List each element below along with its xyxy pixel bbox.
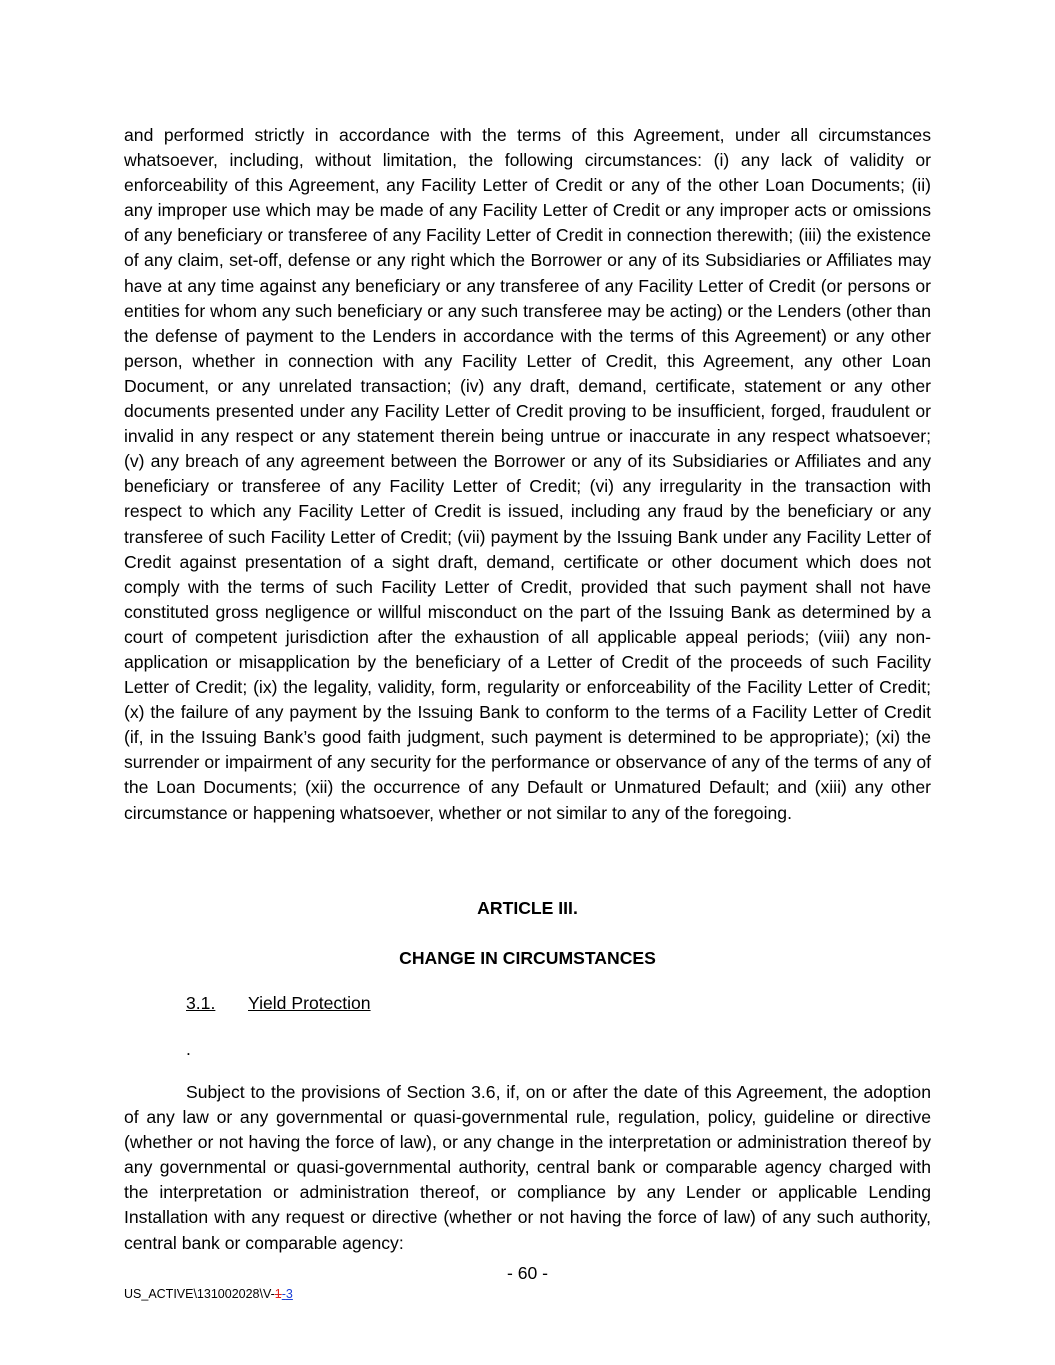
section-paragraph: Subject to the provisions of Section 3.6, if, on or after the date of this Agreement, the adoption of any law or any governmental or quasi-governmental rule, regulation, policy, guideline or directive (whether or not having the force of law), or any change in the interpretation or administration thereof by any governmental or quasi-governmental authority, central bank or comparable agency charged with the interpretation or administration thereof, or compliance by any Lender or applicable Lending Installation with any request or directive (whether or not having the force of law) of any such authority, central bank or comparable agency: [124, 1082, 931, 1253]
article-heading: ARTICLE III. [477, 898, 578, 918]
section-dot: . [186, 1039, 191, 1059]
body-paragraph: and performed strictly in accordance with the terms of this Agreement, under all circumstances whatsoever, including, without limitation, the following circumstances: (i) any lack of validity or enforceability of this Agreement, any Facility Letter of Credit or any of the other Loan Documents; (ii) any improper use which may be made of any Facility Letter of Credit or any improper acts or omissions of any beneficiary or transferee of any Facility Letter of Credit in connection therewith; (iii) the existence of any claim, set-off, defense or any right which the Borrower or any of its Subsidiaries or Affiliates may have at any time against any beneficiary or any transferee of any Facility Letter of Credit (or persons or entities for whom any such beneficiary or any such transferee may be acting) or the Lenders (other than the defense of payment to the Lenders in accordance with the terms of this Agreement) or any other person, whether in connection with any Facility Letter of Credit, this Agreement, any other Loan Document, or any unrelated transaction; (iv) any draft, demand, certificate, statement or any other documents presented under any Facility Letter of Credit proving to be insufficient, forged, fraudulent or invalid in any respect or any statement therein being untrue or inaccurate in any respect whatsoever; (v) any breach of any agreement between the Borrower or any of its Subsidiaries or Affiliates and any beneficiary or transferee of any Facility Letter of Credit; (vi) any irregularity in the transaction with respect to which any Facility Letter of Credit is issued, including any fraud by the beneficiary or any transferee of such Facility Letter of Credit; (vii) payment by the Issuing Bank under any Facility Letter of Credit against presentation of a sight draft, demand, certificate or other document which does not comply with the terms of such Facility Letter of Credit, provided that such payment shall not have constituted gross negligence or willful misconduct on the part of the Issuing Bank as determined by a court of competent jurisdiction after the exhaustion of all applicable appeal periods; (viii) any non-application or misapplication by the beneficiary of a Letter of Credit of the proceeds of such Facility Letter of Credit; (ix) the legality, validity, form, regularity or enforceability of the Facility Letter of Credit; (x) the failure of any payment by the Issuing Bank to conform to the terms of a Facility Letter of Credit (if, in the Issuing Bank’s good faith judgment, such payment is determined to be appropriate); (xi) the surrender or impairment of any security for the performance or observance of any of the terms of any of the Loan Documents; (xii) the occurrence of any Default or Unmatured Default; and (xiii) any other circumstance or happening whatsoever, whether or not similar to any of the foregoing. [124, 125, 931, 823]
article-title: CHANGE IN CIRCUMSTANCES [399, 948, 656, 968]
section-number: 3.1. [186, 993, 216, 1013]
footer-document-id [124, 1286, 293, 1302]
footer-inserted-version: 3 [285, 1287, 293, 1301]
footer-id-prefix: US_ACTIVE\131002028\V- [124, 1287, 275, 1301]
page-number: - 60 - [506, 1263, 549, 1283]
footer-separator: - [281, 1287, 286, 1301]
section-heading [186, 991, 371, 1016]
section-title: Yield Protection [248, 993, 371, 1013]
footer-deleted-version: 1 [274, 1287, 282, 1301]
